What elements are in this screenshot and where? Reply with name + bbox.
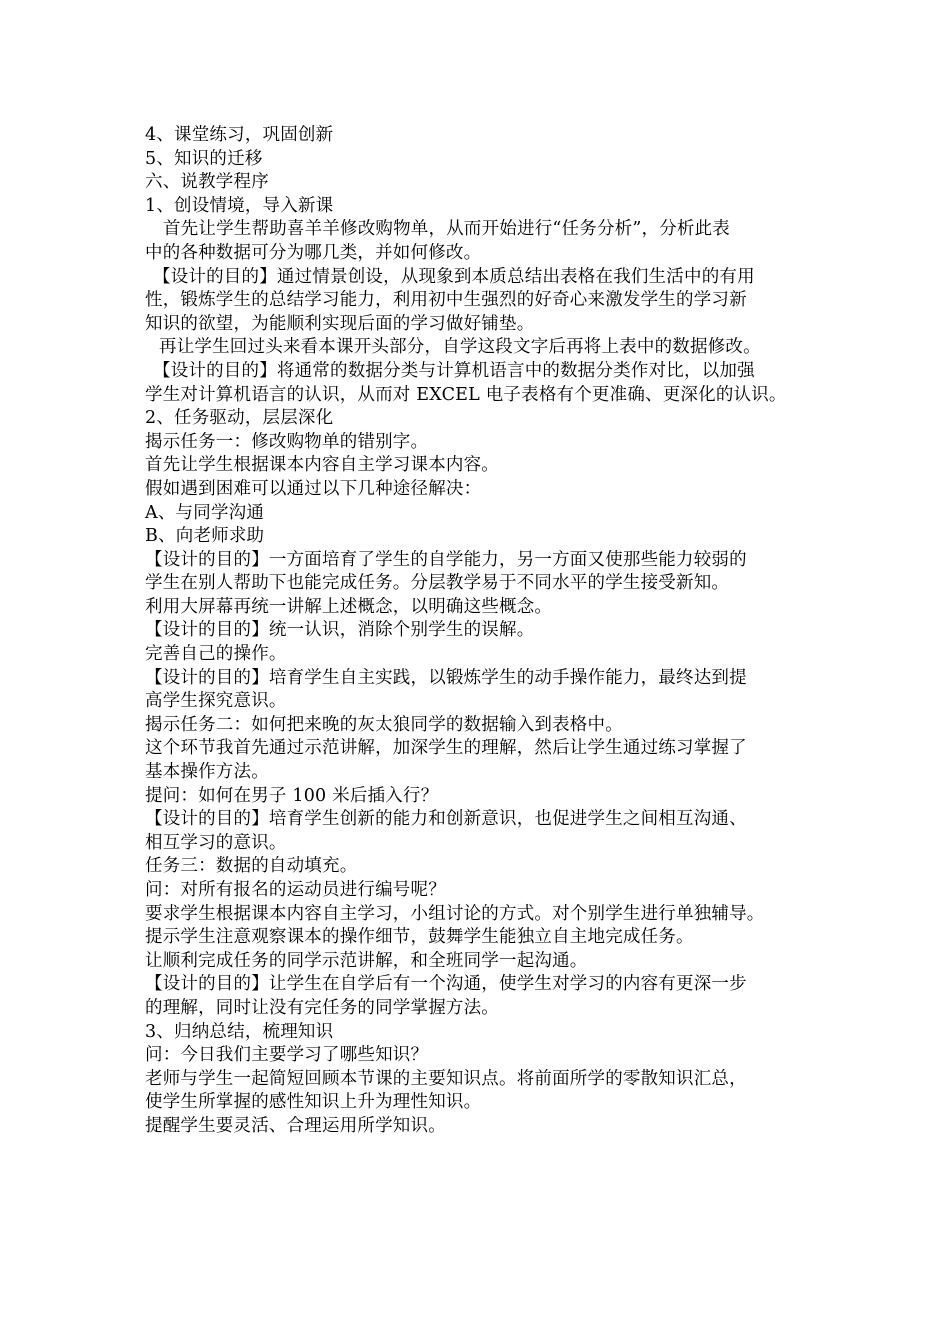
paragraph-line: 要求学生根据课本内容自主学习，小组讨论的方式。对个别学生进行单独辅导。 <box>145 903 765 924</box>
paragraph-line: 首先让学生根据课本内容自主学习课本内容。 <box>145 455 499 476</box>
paragraph-line: 再让学生回过头来看本课开头部分，自学这段文字后再将上表中的数据修改。 <box>159 337 761 358</box>
task-line: 任务三：数据的自动填充。 <box>145 856 358 877</box>
question-line: 提问：如何在男子 100 米后插入行？ <box>145 785 439 806</box>
paragraph-line: 完善自己的操作。 <box>145 644 287 665</box>
design-purpose-line: 【设计的目的】培育学生创新的能力和创新意识，也促进学生之间相互沟通、 <box>145 809 747 830</box>
line-1: 4、课堂练习，巩固创新 <box>145 125 334 145</box>
paragraph-line: 这个环节我首先通过示范讲解，加深学生的理解，然后让学生通过练习掌握了 <box>145 738 747 759</box>
paragraph-line: 性，锻炼学生的总结学习能力，利用初中生强烈的好奇心来激发学生的学习新 <box>145 290 747 311</box>
task-line: 揭示任务一：修改购物单的错别字。 <box>145 431 429 452</box>
paragraph-line: 学生对计算机语言的认识，从而对 EXCEL 电子表格有个更准确、更深化的认识。 <box>145 384 787 405</box>
task-line: 揭示任务二：如何把来晚的灰太狼同学的数据输入到表格中。 <box>145 714 623 735</box>
design-purpose-line: 【设计的目的】一方面培育了学生的自学能力，另一方面又使那些能力较弱的 <box>145 549 747 570</box>
paragraph-line: 老师与学生一起简短回顾本节课的主要知识点。将前面所学的零散知识汇总， <box>145 1068 747 1089</box>
paragraph-line: 首先让学生帮助喜羊羊修改购物单，从而开始进行“任务分析”，分析此表 <box>163 219 730 240</box>
line-2: 5、知识的迁移 <box>145 148 263 169</box>
paragraph-line: 提醒学生要灵活、合理运用所学知识。 <box>145 1115 446 1136</box>
paragraph-line: 知识的欲望，为能顺利实现后面的学习做好铺垫。 <box>145 313 535 334</box>
design-purpose-line: 【设计的目的】将通常的数据分类与计算机语言中的数据分类作对比，以加强 <box>153 360 755 381</box>
list-item: A、与同学沟通 <box>145 502 265 523</box>
design-purpose-line: 【设计的目的】让学生在自学后有一个沟通，使学生对学习的内容有更深一步 <box>145 974 747 995</box>
question-line: 问：今日我们主要学习了哪些知识？ <box>145 1045 429 1066</box>
paragraph-line: 假如遇到困难可以通过以下几种途径解决： <box>145 478 482 499</box>
design-purpose-line: 【设计的目的】通过情景创设，从现象到本质总结出表格在我们生活中的有用 <box>153 266 755 287</box>
paragraph-line: 的理解，同时让没有完任务的同学掌握方法。 <box>145 997 499 1018</box>
paragraph-line: 高学生探究意识。 <box>145 691 287 712</box>
paragraph-line: 中的各种数据可分为哪几类，并如何修改。 <box>145 242 482 263</box>
paragraph-line: 基本操作方法。 <box>145 762 269 783</box>
paragraph-line: 学生在别人帮助下也能完成任务。分层教学易于不同水平的学生接受新知。 <box>145 573 730 594</box>
subheading-2: 2、任务驱动，层层深化 <box>145 408 334 429</box>
paragraph-line: 提示学生注意观察课本的操作细节，鼓舞学生能独立自主地完成任务。 <box>145 927 694 948</box>
question-line: 问：对所有报名的运动员进行编号呢？ <box>145 880 446 900</box>
subheading-3: 3、归纳总结，梳理知识 <box>145 1021 334 1042</box>
paragraph-line: 相互学习的意识。 <box>145 832 287 853</box>
list-item: B、向老师求助 <box>145 526 265 547</box>
design-purpose-line: 【设计的目的】培育学生自主实践，以锻炼学生的动手操作能力，最终达到提 <box>145 667 747 688</box>
paragraph-line: 使学生所掌握的感性知识上升为理性知识。 <box>145 1092 482 1113</box>
document-page <box>145 124 810 1139</box>
subheading-1: 1、创设情境，导入新课 <box>145 195 334 216</box>
paragraph-line: 让顺利完成任务的同学示范讲解，和全班同学一起沟通。 <box>145 950 588 971</box>
design-purpose-line: 【设计的目的】统一认识，消除个别学生的误解。 <box>145 620 535 641</box>
paragraph-line: 利用大屏幕再统一讲解上述概念，以明确这些概念。 <box>145 596 553 617</box>
section-heading-6: 六、说教学程序 <box>145 172 269 193</box>
